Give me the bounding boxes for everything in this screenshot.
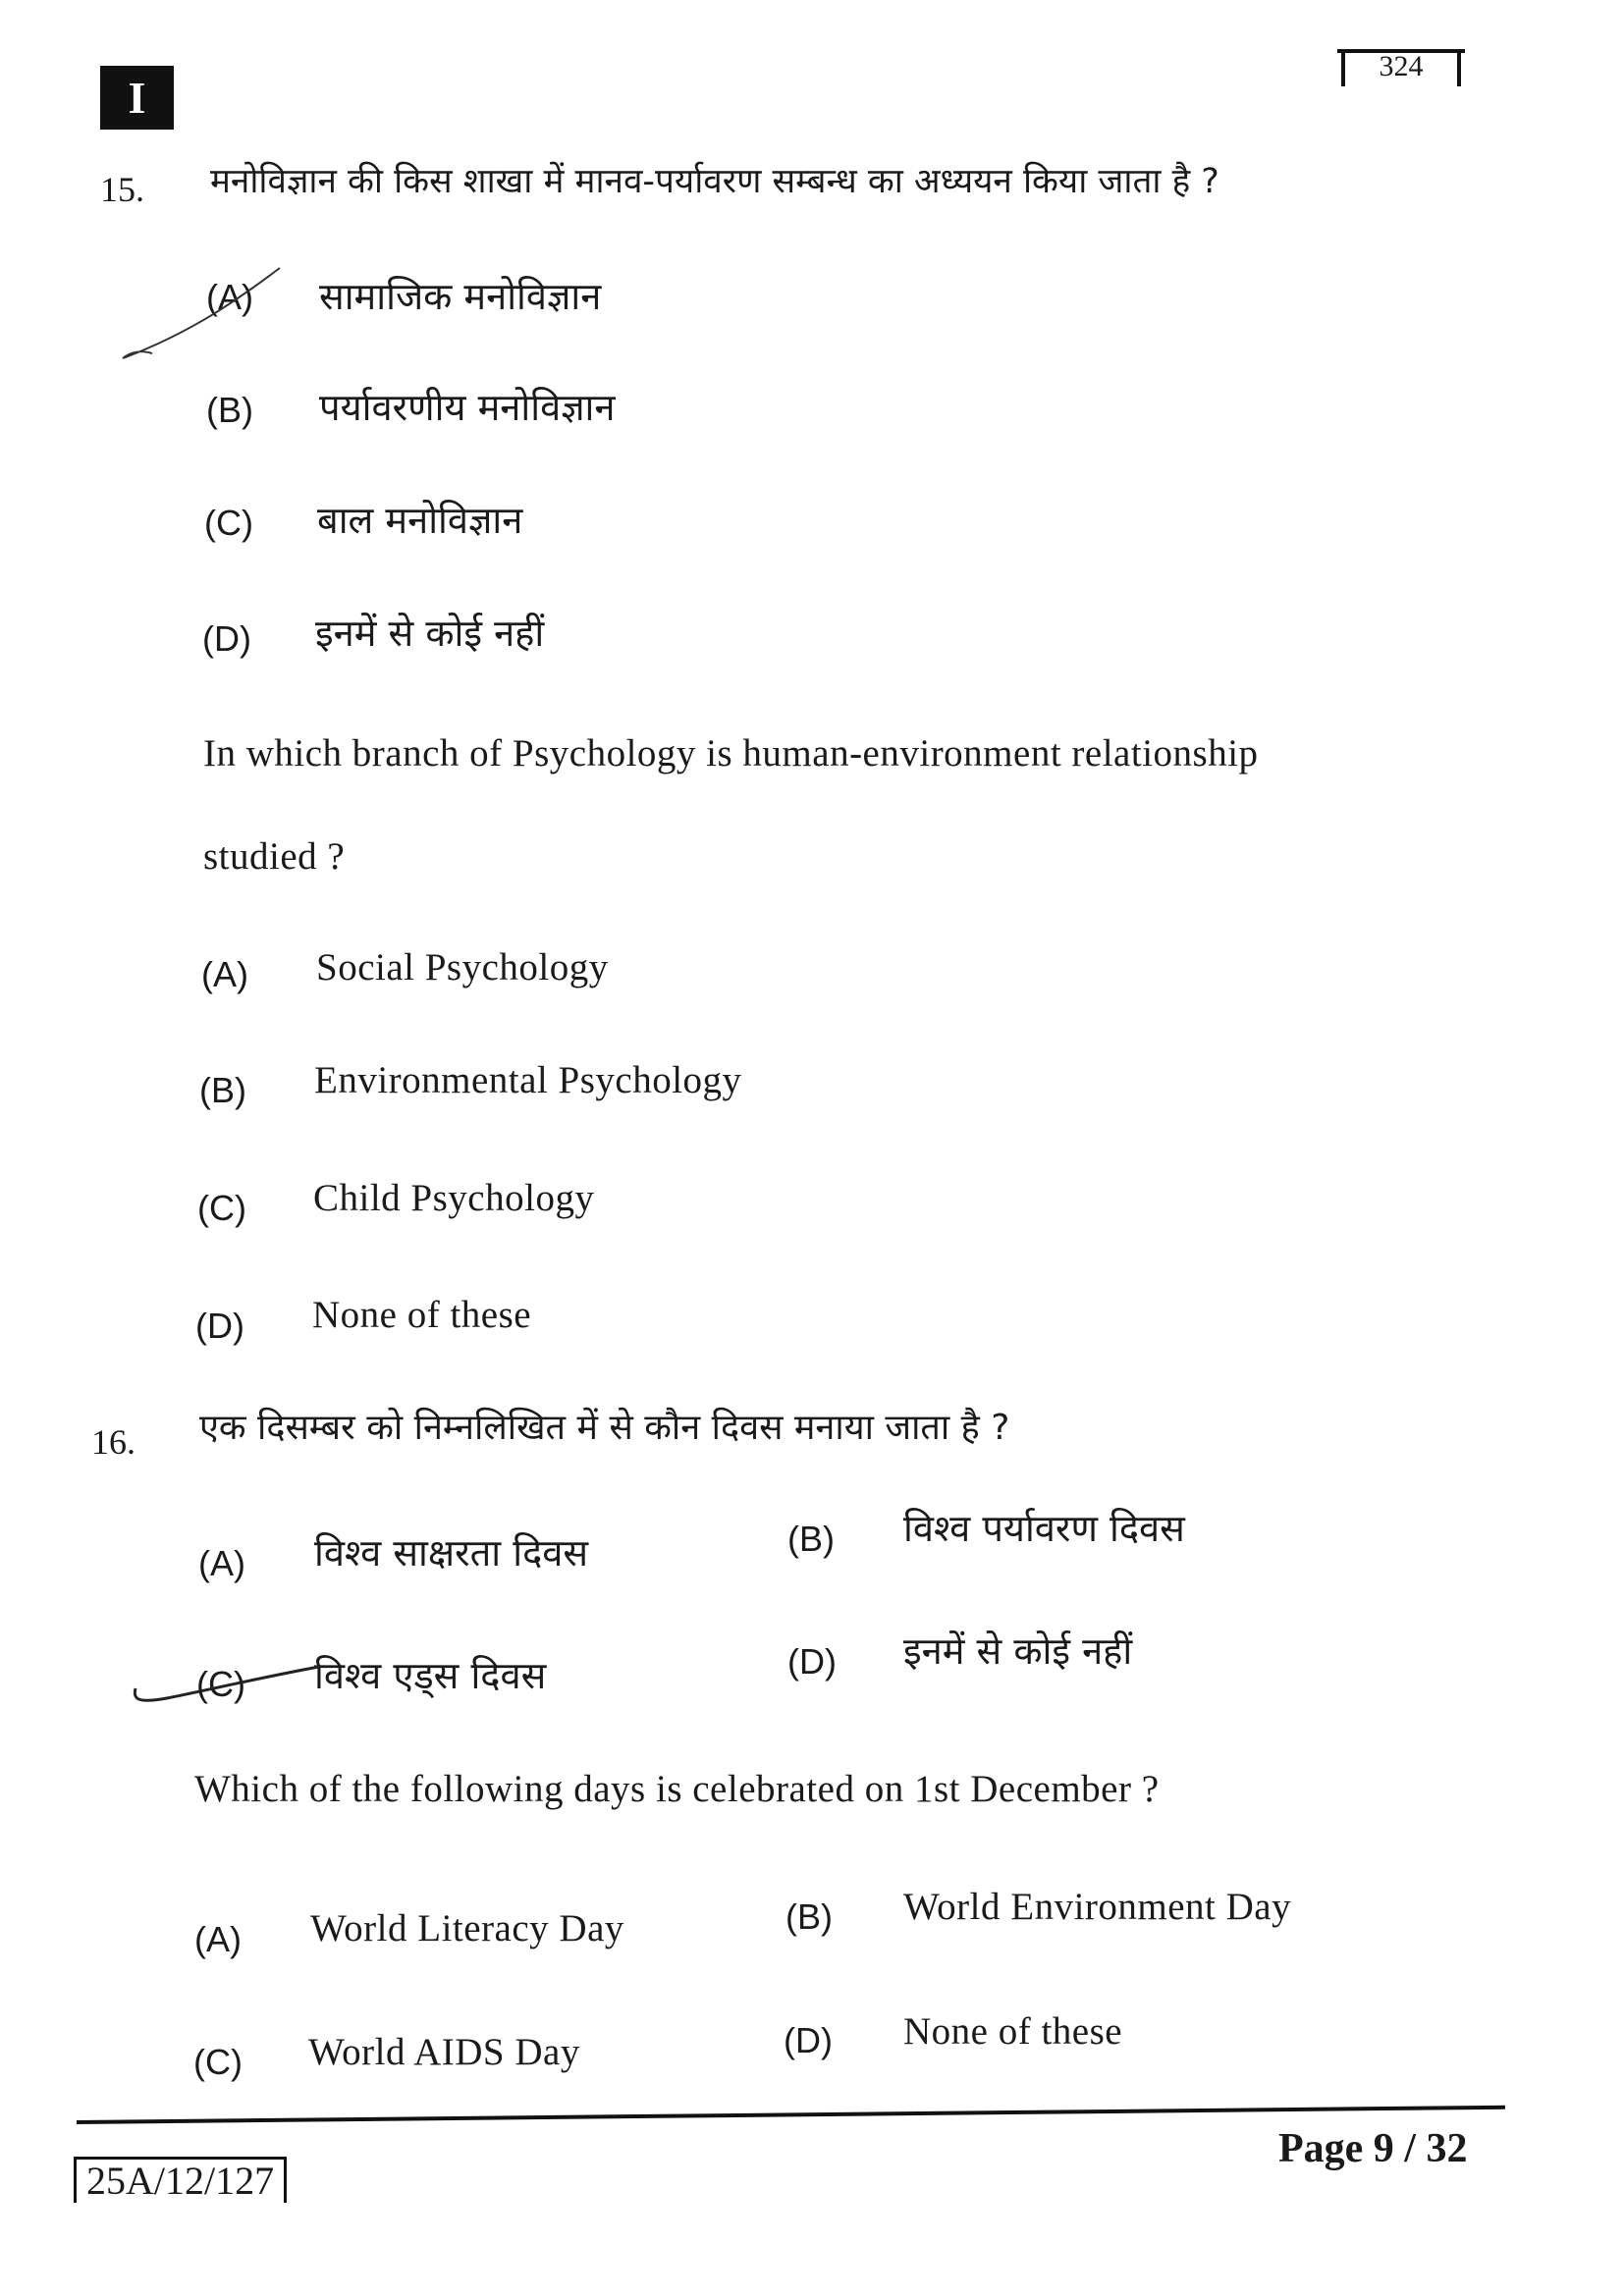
option-text: None of these <box>903 2010 1123 2053</box>
option-text: बाल मनोविज्ञान <box>317 499 523 542</box>
option-text: None of these <box>312 1294 532 1336</box>
option-label: (D) <box>787 1641 837 1682</box>
option-text: World Environment Day <box>903 1886 1292 1928</box>
option-label: (A) <box>206 277 253 317</box>
section-marker: I <box>100 66 174 130</box>
question-text-hindi: एक दिसम्बर को निम्नलिखित में से कौन दिवस मनाया जाता है ? <box>199 1408 1010 1448</box>
booklet-code: 324 <box>1337 49 1465 88</box>
question-text-hindi: मनोविज्ञान की किस शाखा में मानव-पर्यावरण सम्बन्ध का अध्ययन किया जाता है ? <box>210 162 1219 201</box>
pen-tick-mark <box>128 1639 324 1718</box>
pen-tick-mark <box>113 260 290 368</box>
option-label: (A) <box>194 1919 242 1959</box>
option-text: Environmental Psychology <box>314 1059 742 1101</box>
option-label: (D) <box>202 618 251 659</box>
option-text: World Literacy Day <box>310 1907 624 1949</box>
option-text: Child Psychology <box>313 1177 595 1219</box>
page-number: Page 9 / 32 <box>1278 2126 1468 2171</box>
option-label: (B) <box>785 1896 833 1937</box>
question-text-english: In which branch of Psychology is human-environment relationship <box>203 732 1259 774</box>
option-label: (D) <box>195 1306 244 1346</box>
paper-code: 25A/12/127 <box>74 2157 287 2203</box>
question-number: 16. <box>91 1422 135 1462</box>
option-text: विश्व साक्षरता दिवस <box>314 1531 589 1575</box>
option-text: विश्व एड्स दिवस <box>314 1654 547 1697</box>
question-text-english-cont: studied ? <box>203 835 346 878</box>
option-label: (D) <box>784 2020 833 2060</box>
option-text: पर्यावरणीय मनोविज्ञान <box>319 386 616 429</box>
option-text: World AIDS Day <box>308 2031 580 2073</box>
option-text: विश्व पर्यावरण दिवस <box>903 1507 1185 1550</box>
option-text: Social Psychology <box>316 946 609 988</box>
option-label: (B) <box>206 390 253 430</box>
option-label: (B) <box>787 1519 835 1559</box>
option-label: (C) <box>197 1188 246 1228</box>
option-label: (C) <box>204 503 253 543</box>
option-label: (C) <box>193 2042 243 2082</box>
question-text-english: Which of the following days is celebrated on 1st December ? <box>194 1768 1160 1810</box>
option-label: (B) <box>199 1070 246 1110</box>
option-label: (A) <box>198 1543 245 1583</box>
option-text: इनमें से कोई नहीं <box>903 1629 1133 1673</box>
option-text: इनमें से कोई नहीं <box>315 612 545 655</box>
option-text: सामाजिक मनोविज्ञान <box>319 275 602 318</box>
question-number: 15. <box>100 170 144 209</box>
footer-rule <box>77 2106 1505 2124</box>
option-label: (C) <box>196 1664 245 1704</box>
option-label: (A) <box>201 954 248 994</box>
